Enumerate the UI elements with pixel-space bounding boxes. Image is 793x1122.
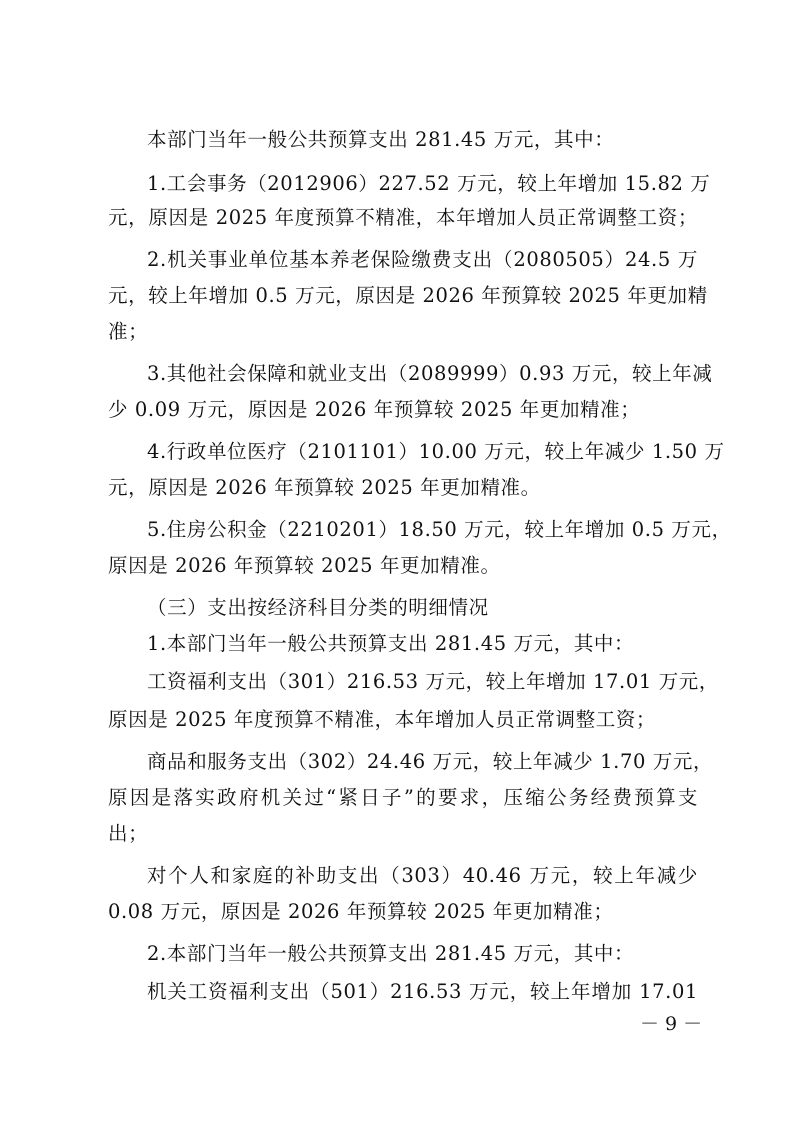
paragraph-line: 少 0.09 万元，原因是 2026 年预算较 2025 年更加精准；: [108, 398, 641, 421]
paragraph-line: 元，较上年增加 0.5 万元，原因是 2026 年预算较 2025 年更加精: [108, 284, 708, 307]
paragraph-line: 2.本部门当年一般公共预算支出 281.45 万元，其中：: [147, 942, 635, 965]
paragraph-line: 元，原因是 2025 年度预算不精准，本年增加人员正常调整工资；: [108, 206, 698, 229]
section-heading: （三）支出按经济科目分类的明细情况: [147, 596, 489, 619]
paragraph-line: 准；: [108, 320, 149, 343]
paragraph-line: 工资福利支出（301）216.53 万元，较上年增加 17.01 万元，: [147, 670, 719, 693]
paragraph-line: 本部门当年一般公共预算支出 281.45 万元，其中：: [147, 128, 615, 151]
paragraph-line: 商品和服务支出（302）24.46 万元，较上年减少 1.70 万元，: [147, 750, 714, 773]
paragraph-line: 1.本部门当年一般公共预算支出 281.45 万元，其中：: [147, 632, 635, 655]
paragraph-line: 原因是 2025 年度预算不精准，本年增加人员正常调整工资；: [108, 708, 657, 731]
page-number: － 9 －: [640, 1013, 703, 1035]
paragraph-line: 对个人和家庭的补助支出（303）40.46 万元，较上年减少: [147, 864, 698, 887]
paragraph-line: 1.工会事务（2012906）227.52 万元，较上年增加 15.82 万: [147, 172, 711, 195]
paragraph-line: 2.机关事业单位基本养老保险缴费支出（2080505）24.5 万: [147, 248, 698, 271]
paragraph-line: 5.住房公积金（2210201）18.50 万元，较上年增加 0.5 万元，: [147, 518, 732, 541]
paragraph-line: 0.08 万元，原因是 2026 年预算较 2025 年更加精准；: [108, 900, 614, 923]
paragraph-line: 4.行政单位医疗（2101101）10.00 万元，较上年减少 1.50 万: [147, 440, 725, 463]
paragraph-line: 3.其他社会保障和就业支出（2089999）0.93 万元，较上年减: [147, 362, 713, 385]
paragraph-line: 出；: [108, 822, 149, 845]
paragraph-line: 元，原因是 2026 年预算较 2025 年更加精准。: [108, 476, 541, 499]
paragraph-line: 机关工资福利支出（501）216.53 万元，较上年增加 17.01: [147, 980, 698, 1003]
paragraph-line: 原因是 2026 年预算较 2025 年更加精准。: [108, 554, 501, 577]
paragraph-line: 原因是落实政府机关过“紧日子”的要求，压缩公务经费预算支: [108, 786, 698, 809]
